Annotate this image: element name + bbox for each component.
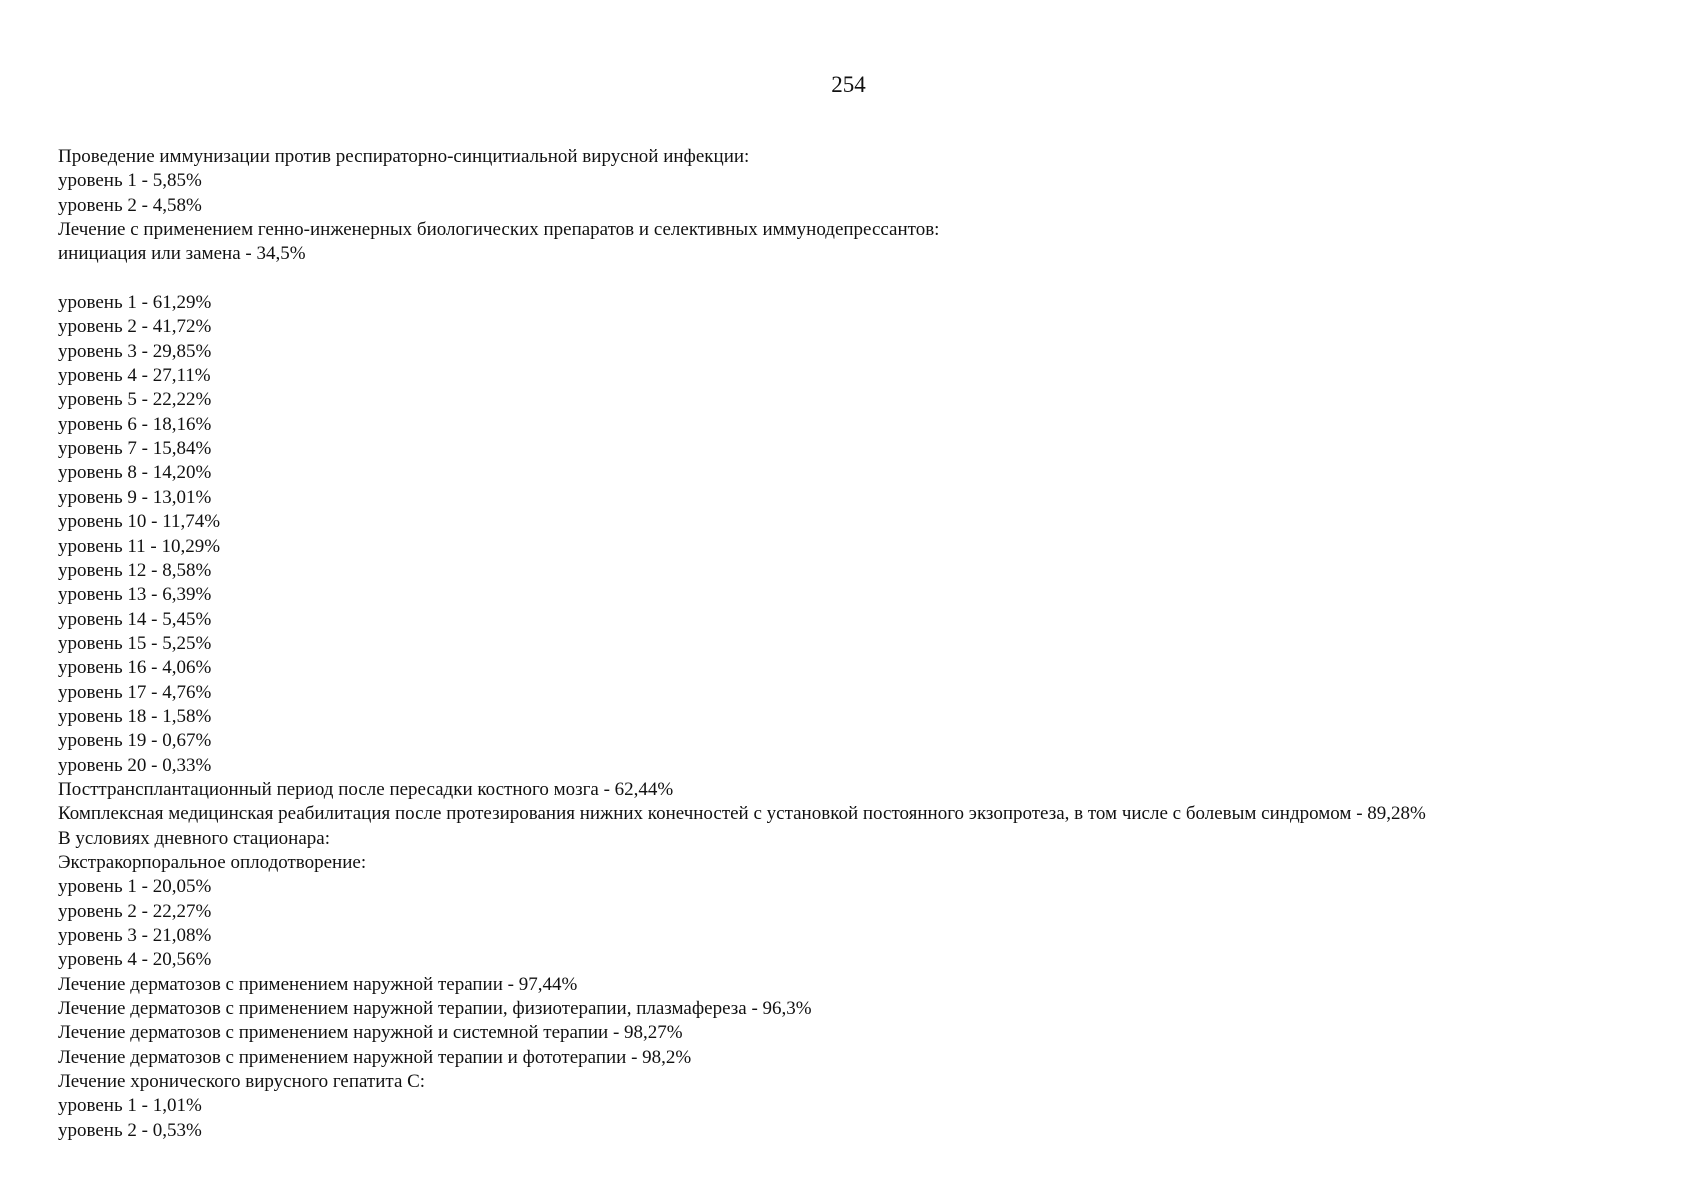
text-line: уровень 10 - 11,74%	[58, 511, 221, 533]
page-number: 254	[831, 72, 866, 97]
text-line: уровень 7 - 15,84%	[58, 438, 212, 460]
text-line: уровень 18 - 1,58%	[58, 705, 212, 727]
text-line: Посттрансплантационный период после пересадки костного мозга - 62,44%	[58, 778, 674, 800]
text-line: уровень 6 - 18,16%	[58, 413, 212, 435]
text-line: уровень 2 - 41,72%	[58, 316, 212, 338]
text-line: уровень 2 - 0,53%	[58, 1119, 202, 1141]
text-line: уровень 4 - 20,56%	[58, 949, 212, 971]
text-line: уровень 2 - 4,58%	[58, 194, 202, 216]
document-body	[58, 145, 1668, 1143]
text-line: уровень 4 - 27,11%	[58, 365, 211, 387]
text-line: уровень 15 - 5,25%	[58, 632, 212, 654]
text-line: уровень 13 - 6,39%	[58, 584, 212, 606]
text-line: уровень 11 - 10,29%	[58, 535, 221, 557]
text-line: Экстракорпоральное оплодотворение:	[58, 851, 367, 873]
text-line: уровень 14 - 5,45%	[58, 608, 212, 630]
text-line: В условиях дневного стационара:	[58, 827, 330, 849]
text-line: уровень 1 - 20,05%	[58, 876, 212, 898]
text-line: Лечение с применением генно-инженерных биологических препаратов и селективных иммунодепрессантов:	[58, 219, 940, 241]
text-line: уровень 9 - 13,01%	[58, 486, 212, 508]
text-line: уровень 12 - 8,58%	[58, 559, 212, 581]
blank-line	[58, 267, 1668, 291]
text-line: уровень 19 - 0,67%	[58, 730, 212, 752]
text-line: Лечение хронического вирусного гепатита С:	[58, 1071, 426, 1093]
text-line: уровень 1 - 5,85%	[58, 170, 202, 192]
text-line: Комплексная медицинская реабилитация после протезирования нижних конечностей с установкой постоянного экзопротеза, в том числе с болевым синдромом - 89,28%	[58, 803, 1426, 825]
text-line: Проведение иммунизации против респираторно-синцитиальной вирусной инфекции:	[58, 146, 750, 167]
text-line: уровень 17 - 4,76%	[58, 681, 212, 703]
text-line: уровень 1 - 1,01%	[58, 1095, 202, 1117]
text-line: Лечение дерматозов с применением наружной терапии и фототерапии - 98,2%	[58, 1046, 692, 1068]
text-line: уровень 3 - 29,85%	[58, 340, 212, 362]
text-line: уровень 20 - 0,33%	[58, 754, 212, 776]
text-line: уровень 8 - 14,20%	[58, 462, 212, 484]
text-line: уровень 2 - 22,27%	[58, 900, 212, 922]
text-line: уровень 1 - 61,29%	[58, 292, 212, 314]
text-line: Лечение дерматозов с применением наружной терапии, физиотерапии, плазмафереза - 96,3%	[58, 998, 812, 1020]
text-line: уровень 3 - 21,08%	[58, 925, 212, 946]
text-line: уровень 16 - 4,06%	[58, 657, 212, 679]
text-line: инициация или замена - 34,5%	[58, 243, 306, 265]
text-line: Лечение дерматозов с применением наружной терапии - 97,44%	[58, 973, 578, 995]
text-line: Лечение дерматозов с применением наружной и системной терапии - 98,27%	[58, 1022, 683, 1044]
text-line: уровень 5 - 22,22%	[58, 389, 212, 411]
